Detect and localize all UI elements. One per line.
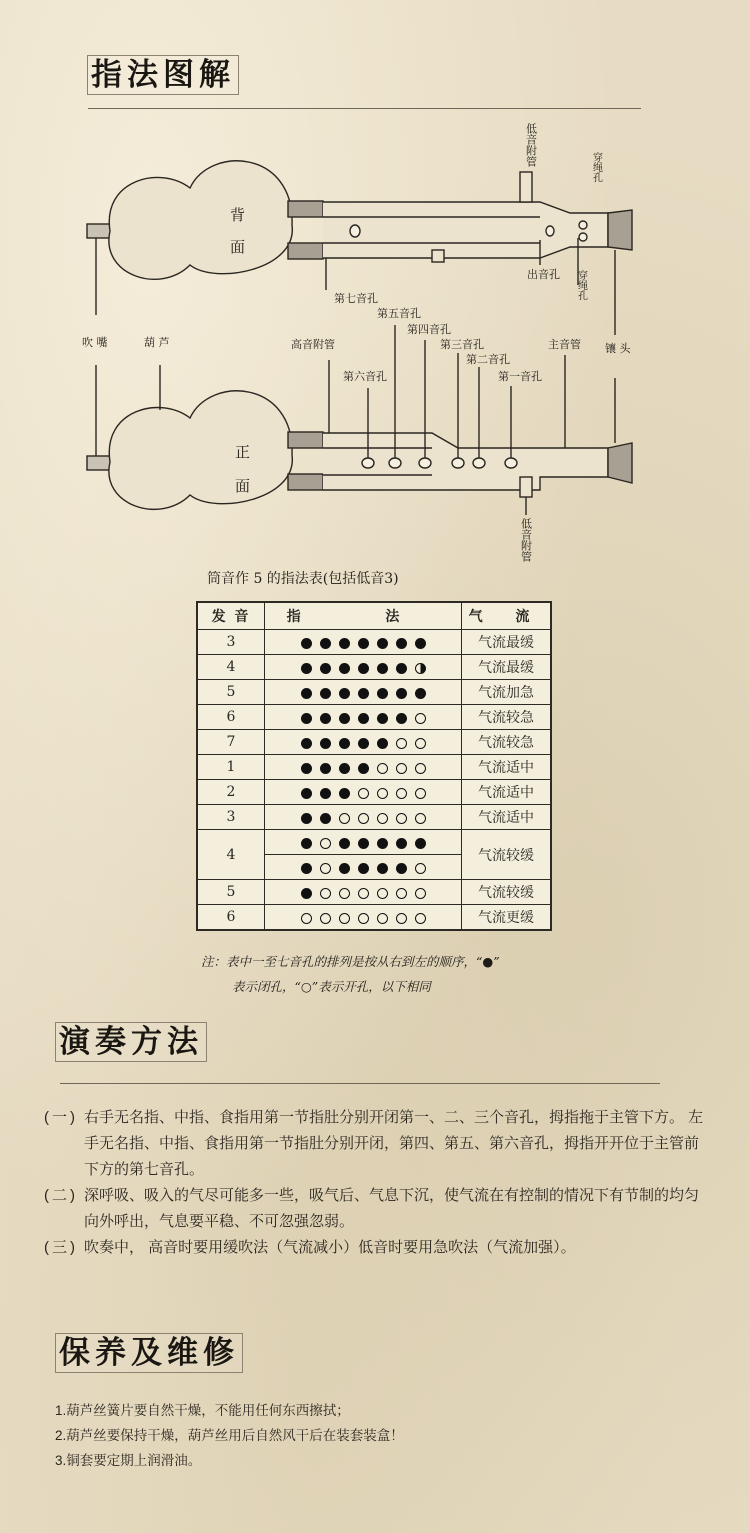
care-list (55, 1402, 404, 1477)
air-cell: 气流较急 (462, 705, 552, 730)
closed-hole-dot (301, 688, 312, 699)
closed-hole-dot (320, 738, 331, 749)
closed-hole-dot (396, 688, 407, 699)
closed-hole-dot (301, 863, 312, 874)
closed-hole-dot (339, 663, 350, 674)
open-hole-dot (415, 788, 426, 799)
closed-hole-dot (339, 713, 350, 724)
fingering-table (196, 601, 552, 931)
playing-step (44, 1105, 704, 1183)
closed-hole-dot (339, 763, 350, 774)
closed-hole-dot (396, 863, 407, 874)
fingering-cell (265, 655, 462, 680)
closed-hole-dot (377, 713, 388, 724)
open-hole-dot (358, 788, 369, 799)
note-cell: 2 (197, 780, 265, 805)
closed-hole-dot (415, 838, 426, 849)
open-hole-dot (415, 738, 426, 749)
closed-hole-dot (396, 838, 407, 849)
low-pipe-bottom-label: 低音附管 (519, 518, 533, 562)
closed-hole-dot (301, 838, 312, 849)
header-fingering: 指 法 (265, 602, 462, 630)
closed-hole-dot (358, 838, 369, 849)
header-note: 发 音 (197, 602, 265, 630)
open-hole-dot (396, 763, 407, 774)
table-row (197, 730, 551, 755)
open-hole-dot (396, 888, 407, 899)
hole1-label: 第一音孔 (498, 370, 542, 383)
table-body (197, 630, 551, 931)
table-row (197, 630, 551, 655)
note-cell: 4 (197, 655, 265, 680)
open-hole-dot (415, 863, 426, 874)
closed-hole-dot (377, 738, 388, 749)
table-row (197, 705, 551, 730)
hole3-label: 第三音孔 (440, 338, 484, 351)
inlay-head-label: 镶 头 (605, 342, 631, 355)
playing-steps (44, 1105, 704, 1261)
table-row (197, 780, 551, 805)
closed-hole-dot (339, 838, 350, 849)
table-note-line-2: 表示闭孔，“○”表示开孔，以下相同 (232, 979, 431, 994)
note-cell: 3 (197, 630, 265, 655)
table-row (197, 755, 551, 780)
air-cell: 气流适中 (462, 755, 552, 780)
front-label-1: 正 (235, 443, 251, 461)
air-cell: 气流较缓 (462, 880, 552, 905)
closed-hole-dot (320, 713, 331, 724)
step-number: (三) (44, 1239, 78, 1256)
open-hole-dot (339, 913, 350, 924)
fingering-cell (265, 880, 462, 905)
closed-hole-dot (358, 688, 369, 699)
playing-step (44, 1183, 704, 1235)
hole2-label: 第二音孔 (466, 353, 510, 366)
closed-hole-dot (320, 663, 331, 674)
open-hole-dot (377, 888, 388, 899)
closed-hole-dot (396, 663, 407, 674)
care-item: 1.葫芦丝簧片要自然干燥，不能用任何东西擦拭； (55, 1403, 350, 1418)
note-cell: 6 (197, 705, 265, 730)
table-row (197, 655, 551, 680)
header-air: 气 流 (462, 602, 552, 630)
closed-hole-dot (339, 638, 350, 649)
cord-hole-upper-label: 穿绳孔 (590, 152, 602, 182)
open-hole-dot (358, 913, 369, 924)
closed-hole-dot (301, 888, 312, 899)
air-cell: 气流适中 (462, 780, 552, 805)
note-cell: 4 (197, 830, 265, 880)
title-char: 保养及维修 (55, 1333, 243, 1373)
hole4-label: 第四音孔 (407, 323, 451, 336)
note-cell: 5 (197, 880, 265, 905)
divider (88, 108, 641, 109)
fingering-cell (265, 630, 462, 655)
closed-hole-dot (396, 638, 407, 649)
care-section-title (55, 1333, 242, 1373)
closed-hole-dot (415, 638, 426, 649)
divider (60, 1083, 660, 1084)
cord-hole-lower-label: 穿绳孔 (575, 270, 587, 300)
gourd-label: 葫 芦 (144, 336, 170, 349)
closed-hole-dot (301, 738, 312, 749)
closed-hole-dot (377, 663, 388, 674)
open-hole-dot (396, 813, 407, 824)
air-cell: 气流较急 (462, 730, 552, 755)
care-item: 2.葫芦丝要保持干燥，葫芦丝用后自然风干后在装套装盒！ (55, 1428, 404, 1443)
note-cell: 6 (197, 905, 265, 931)
air-cell: 气流适中 (462, 805, 552, 830)
fingering-cell (265, 755, 462, 780)
closed-hole-dot (358, 763, 369, 774)
open-hole-dot (339, 813, 350, 824)
note-cell: 3 (197, 805, 265, 830)
closed-hole-dot (320, 688, 331, 699)
mouthpiece-label: 吹 嘴 (82, 336, 108, 349)
fingering-cell (265, 705, 462, 730)
playing-step (44, 1235, 704, 1261)
closed-hole-dot (377, 688, 388, 699)
open-hole-dot (396, 913, 407, 924)
front-label-2: 面 (235, 477, 251, 495)
back-label-1: 背 (230, 206, 246, 224)
open-hole-dot (415, 713, 426, 724)
closed-hole-dot (358, 738, 369, 749)
open-hole-dot (320, 863, 331, 874)
hole5-label: 第五音孔 (377, 307, 421, 320)
air-cell: 气流最缓 (462, 655, 552, 680)
closed-hole-dot (301, 788, 312, 799)
open-hole-dot (358, 813, 369, 824)
main-pipe-label: 主音管 (548, 338, 581, 351)
closed-hole-dot (339, 738, 350, 749)
table-caption: 筒音作 5 的指法表(包括低音3) (207, 571, 399, 587)
fingering-cell (265, 805, 462, 830)
closed-hole-dot (320, 638, 331, 649)
closed-hole-dot (396, 713, 407, 724)
open-hole-dot (377, 763, 388, 774)
open-hole-dot (377, 813, 388, 824)
playing-section-title (55, 1022, 206, 1062)
fingering-cell (265, 905, 462, 931)
open-hole-dot (415, 813, 426, 824)
closed-hole-dot (301, 638, 312, 649)
open-hole-dot (320, 913, 331, 924)
step-text: 吹奏中， 高音时要用缓吹法（气流减小）低音时要用急吹法（气流加强）。 (84, 1239, 576, 1256)
open-hole-dot (415, 913, 426, 924)
closed-hole-dot (339, 788, 350, 799)
open-hole-dot (415, 763, 426, 774)
hole7-label: 第七音孔 (334, 292, 378, 305)
air-cell: 气流加急 (462, 680, 552, 705)
back-label-2: 面 (230, 238, 246, 256)
note-cell: 1 (197, 755, 265, 780)
fingering-cell (265, 830, 462, 855)
open-hole-dot (396, 788, 407, 799)
fingering-section-title (87, 55, 238, 95)
fingering-cell (265, 780, 462, 805)
table-row (197, 830, 551, 855)
closed-hole-dot (358, 663, 369, 674)
table-header-row (197, 602, 551, 630)
open-hole-dot (339, 888, 350, 899)
hulusi-diagram (0, 110, 750, 580)
step-number: (二) (44, 1187, 78, 1204)
open-hole-dot (396, 738, 407, 749)
closed-hole-dot (377, 638, 388, 649)
open-hole-dot (320, 888, 331, 899)
hole6-label: 第六音孔 (343, 370, 387, 383)
closed-hole-dot (358, 638, 369, 649)
half-hole-dot (415, 663, 426, 674)
closed-hole-dot (358, 863, 369, 874)
closed-hole-dot (301, 663, 312, 674)
open-hole-dot (377, 913, 388, 924)
step-text: 右手无名指、中指、食指用第一节指肚分别开闭第一、二、三个音孔，拇指拖于主管下方。 左手无名指、中指、食指用第一节指肚分别开闭，第四、第五、第六音孔，拇指开开位于主管前下方的第七音孔。 (84, 1109, 704, 1178)
air-cell: 气流较缓 (462, 830, 552, 880)
fingering-cell (265, 855, 462, 880)
open-hole-dot (301, 913, 312, 924)
care-item: 3.铜套要定期上润滑油。 (55, 1453, 202, 1468)
air-cell: 气流更缓 (462, 905, 552, 931)
table-row (197, 880, 551, 905)
closed-hole-dot (415, 688, 426, 699)
closed-hole-dot (301, 813, 312, 824)
fingering-cell (265, 730, 462, 755)
closed-hole-dot (320, 813, 331, 824)
sound-hole-label: 出音孔 (527, 268, 560, 281)
fingering-cell (265, 680, 462, 705)
table-note-line-1: 注：表中一至七音孔的排列是按从右到左的顺序，“●” (201, 954, 500, 969)
step-number: (一) (44, 1109, 78, 1126)
closed-hole-dot (301, 763, 312, 774)
high-pipe-label: 高音附管 (291, 338, 335, 351)
table-row (197, 805, 551, 830)
closed-hole-dot (320, 788, 331, 799)
closed-hole-dot (339, 688, 350, 699)
closed-hole-dot (358, 713, 369, 724)
open-hole-dot (377, 788, 388, 799)
title-char: 指法图解 (87, 55, 239, 95)
step-text: 深呼吸、吸入的气尽可能多一些，吸气后、气息下沉，使气流在有控制的情况下有节制的均匀向外呼出，气息要平稳、不可忽强忽弱。 (84, 1187, 700, 1230)
note-cell: 5 (197, 680, 265, 705)
open-hole-dot (320, 838, 331, 849)
note-cell: 7 (197, 730, 265, 755)
open-hole-dot (415, 888, 426, 899)
closed-hole-dot (339, 863, 350, 874)
table-row (197, 905, 551, 931)
closed-hole-dot (377, 863, 388, 874)
closed-hole-dot (377, 838, 388, 849)
air-cell: 气流最缓 (462, 630, 552, 655)
closed-hole-dot (301, 713, 312, 724)
table-row (197, 680, 551, 705)
title-char: 演奏方法 (55, 1022, 207, 1062)
closed-hole-dot (320, 763, 331, 774)
open-hole-dot (358, 888, 369, 899)
low-pipe-top-label: 低音附管 (524, 123, 538, 167)
